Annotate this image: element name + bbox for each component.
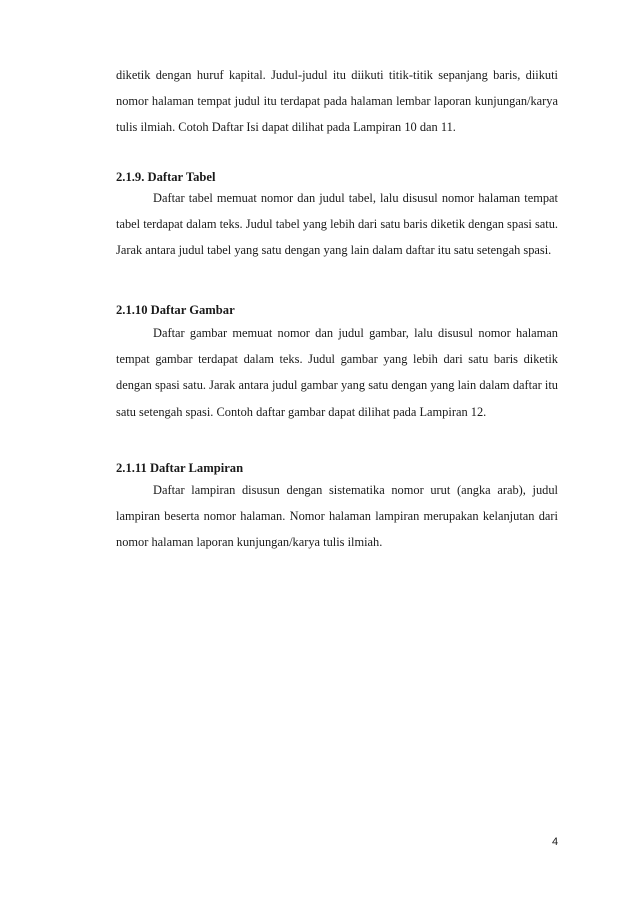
- heading-daftar-tabel: 2.1.9. Daftar Tabel: [116, 170, 216, 184]
- paragraph-daftar-tabel: Daftar tabel memuat nomor dan judul tabel, lalu disusul nomor halaman tempat tabel terdapat dalam teks. Judul tabel yang lebih dari satu baris diketik dengan spasi satu. Jarak antara judul tabel yang satu dengan yang lain dalam daftar itu satu setengah spasi.: [116, 191, 558, 258]
- page-number: 4: [552, 836, 559, 848]
- heading-daftar-lampiran: 2.1.11 Daftar Lampiran: [116, 461, 244, 475]
- heading-daftar-gambar: 2.1.10 Daftar Gambar: [116, 303, 235, 317]
- paragraph-daftar-gambar: Daftar gambar memuat nomor dan judul gambar, lalu disusul nomor halaman tempat gambar terdapat dalam teks. Judul gambar yang lebih dari satu baris diketik dengan spasi satu. Jarak antara judul gambar yang satu dengan yang lain dalam daftar itu satu setengah spasi. Contoh daftar gambar dapat dilihat pada Lampiran 12.: [116, 326, 558, 419]
- paragraph-daftar-lampiran: Daftar lampiran disusun dengan sistematika nomor urut (angka arab), judul lampiran beserta nomor halaman. Nomor halaman lampiran merupakan kelanjutan dari nomor halaman laporan kunjungan/karya tulis ilmiah.: [116, 483, 558, 550]
- paragraph-intro: diketik dengan huruf kapital. Judul-judul itu diikuti titik-titik sepanjang baris, diikuti nomor halaman tempat judul itu terdapat pada halaman lembar laporan kunjungan/karya tulis ilmiah. Cotoh Daftar Isi dapat dilihat pada Lampiran 10 dan 11.: [116, 68, 558, 135]
